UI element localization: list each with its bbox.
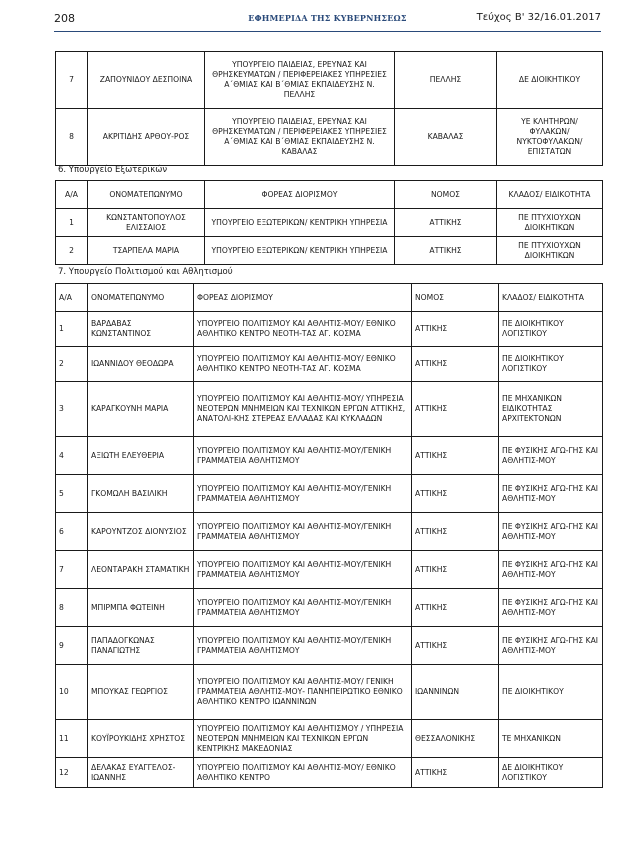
cell-klados: ΠΕ ΜΗΧΑΝΙΚΩΝ ΕΙΔΙΚΟΤΗΤΑΣ ΑΡΧΙΤΕΚΤΟΝΩΝ <box>499 382 603 437</box>
cell-foreas: ΥΠΟΥΡΓΕΙΟ ΠΟΛΙΤΙΣΜΟΥ ΚΑΙ ΑΘΛΗΤΙΣ-ΜΟΥ/ΓΕΝΙΚΗ ΓΡΑΜΜΑΤΕΙΑ ΑΘΛΗΤΙΣΜΟΥ <box>194 437 412 475</box>
column-header: ΦΟΡΕΑΣ ΔΙΟΡΙΣΜΟΥ <box>205 181 395 209</box>
table-header-row <box>56 284 603 312</box>
page-number: 208 <box>54 12 75 25</box>
cell-aa: 11 <box>56 720 88 758</box>
cell-klados: ΠΕ ΔΙΟΙΚΗΤΙΚΟΥ ΛΟΓΙΣΤΙΚΟΥ <box>499 347 603 382</box>
column-header: Α/Α <box>56 181 88 209</box>
cell-name: ΒΑΡΔΑΒΑΣ ΚΩΝΣΤΑΝΤΙΝΟΣ <box>88 312 194 347</box>
table-row <box>56 475 603 513</box>
column-header: ΚΛΑΔΟΣ/ ΕΙΔΙΚΟΤΗΤΑ <box>497 181 603 209</box>
table-section6 <box>55 180 603 265</box>
cell-nomos: ΑΤΤΙΚΗΣ <box>412 382 499 437</box>
cell-aa: 8 <box>56 109 88 166</box>
cell-foreas: ΥΠΟΥΡΓΕΙΟ ΠΑΙΔΕΙΑΣ, ΕΡΕΥΝΑΣ ΚΑΙ ΘΡΗΣΚΕΥΜΑΤΩΝ / ΠΕΡΙΦΕΡΕΙΑΚΕΣ ΥΠΗΡΕΣΙΕΣ Α΄ΘΜΙΑΣ ΚΑΙ Β΄ΘΜΙΑΣ ΕΚΠΑΙΔΕΥΣΗΣ Ν. ΚΑΒΑΛΑΣ <box>205 109 395 166</box>
cell-name: ΤΣΑΡΠΕΛΑ ΜΑΡΙΑ <box>88 237 205 265</box>
table-row <box>56 382 603 437</box>
column-header: ΚΛΑΔΟΣ/ ΕΙΔΙΚΟΤΗΤΑ <box>499 284 603 312</box>
cell-foreas: ΥΠΟΥΡΓΕΙΟ ΠΟΛΙΤΙΣΜΟΥ ΚΑΙ ΑΘΛΗΤΙΣ-ΜΟΥ/ ΕΘΝΙΚΟ ΑΘΛΗΤΙΚΟ ΚΕΝΤΡΟ ΝΕΟΤΗ-ΤΑΣ ΑΓ. ΚΟΣΜΑ <box>194 347 412 382</box>
table-section7 <box>55 283 603 788</box>
cell-nomos: ΑΤΤΙΚΗΣ <box>412 589 499 627</box>
cell-foreas: ΥΠΟΥΡΓΕΙΟ ΠΟΛΙΤΙΣΜΟΥ ΚΑΙ ΑΘΛΗΤΙΣ-ΜΟΥ/ΓΕΝΙΚΗ ΓΡΑΜΜΑΤΕΙΑ ΑΘΛΗΤΙΣΜΟΥ <box>194 551 412 589</box>
cell-nomos: ΑΤΤΙΚΗΣ <box>412 347 499 382</box>
cell-aa: 7 <box>56 52 88 109</box>
cell-aa: 4 <box>56 437 88 475</box>
cell-nomos: ΑΤΤΙΚΗΣ <box>412 312 499 347</box>
cell-foreas: ΥΠΟΥΡΓΕΙΟ ΕΞΩΤΕΡΙΚΩΝ/ ΚΕΝΤΡΙΚΗ ΥΠΗΡΕΣΙΑ <box>205 237 395 265</box>
issue-info: Τεύχος Β' 32/16.01.2017 <box>476 12 601 23</box>
cell-nomos: ΑΤΤΙΚΗΣ <box>412 513 499 551</box>
page-header <box>54 9 601 32</box>
cell-klados: ΠΕ ΦΥΣΙΚΗΣ ΑΓΩ-ΓΗΣ ΚΑΙ ΑΘΛΗΤΙΣ-ΜΟΥ <box>499 475 603 513</box>
table-row <box>56 758 603 788</box>
table-row <box>56 437 603 475</box>
cell-name: ΚΟΥΪΡΟΥΚΙΔΗΣ ΧΡΗΣΤΟΣ <box>88 720 194 758</box>
cell-klados: ΠΕ ΠΤΥΧΙΟΥΧΩΝ ΔΙΟΙΚΗΤΙΚΩΝ <box>497 209 603 237</box>
cell-aa: 9 <box>56 627 88 665</box>
cell-foreas: ΥΠΟΥΡΓΕΙΟ ΕΞΩΤΕΡΙΚΩΝ/ ΚΕΝΤΡΙΚΗ ΥΠΗΡΕΣΙΑ <box>205 209 395 237</box>
cell-foreas: ΥΠΟΥΡΓΕΙΟ ΠΟΛΙΤΙΣΜΟΥ ΚΑΙ ΑΘΛΗΤΙΣ-ΜΟΥ/ΓΕΝΙΚΗ ΓΡΑΜΜΑΤΕΙΑ ΑΘΛΗΤΙΣΜΟΥ <box>194 475 412 513</box>
section-7-title: 7. Υπουργείο Πολιτισμού και Αθλητισμού <box>58 267 233 277</box>
cell-klados: ΠΕ ΔΙΟΙΚΗΤΙΚΟΥ <box>499 665 603 720</box>
cell-name: ΑΚΡΙΤΙΔΗΣ ΑΡΘΟΥ-ΡΟΣ <box>88 109 205 166</box>
table-header-row <box>56 181 603 209</box>
cell-nomos: ΑΤΤΙΚΗΣ <box>412 437 499 475</box>
cell-nomos: ΘΕΣΣΑΛΟΝΙΚΗΣ <box>412 720 499 758</box>
cell-foreas: ΥΠΟΥΡΓΕΙΟ ΠΟΛΙΤΙΣΜΟΥ ΚΑΙ ΑΘΛΗΤΙΣ-ΜΟΥ/ ΕΘΝΙΚΟ ΑΘΛΗΤΙΚΟ ΚΕΝΤΡΟ ΝΕΟΤΗ-ΤΑΣ ΑΓ. ΚΟΣΜΑ <box>194 312 412 347</box>
cell-nomos: ΑΤΤΙΚΗΣ <box>395 209 497 237</box>
column-header: ΦΟΡΕΑΣ ΔΙΟΡΙΣΜΟΥ <box>194 284 412 312</box>
cell-foreas: ΥΠΟΥΡΓΕΙΟ ΠΟΛΙΤΙΣΜΟΥ ΚΑΙ ΑΘΛΗΤΙΣ-ΜΟΥ/ ΕΘΝΙΚΟ ΑΘΛΗΤΙΚΟ ΚΕΝΤΡΟ <box>194 758 412 788</box>
cell-aa: 2 <box>56 237 88 265</box>
cell-klados: ΔΕ ΔΙΟΙΚΗΤΙΚΟΥ ΛΟΓΙΣΤΙΚΟΥ <box>499 758 603 788</box>
cell-nomos: ΑΤΤΙΚΗΣ <box>412 627 499 665</box>
gazette-title: ΕΦΗΜΕΡΙΔΑ ΤΗΣ ΚΥΒΕΡΝΗΣΕΩΣ <box>248 13 407 23</box>
cell-nomos: ΑΤΤΙΚΗΣ <box>412 475 499 513</box>
column-header: ΝΟΜΟΣ <box>395 181 497 209</box>
cell-aa: 3 <box>56 382 88 437</box>
cell-name: ΚΑΡΟΥΝΤΖΟΣ ΔΙΟΝΥΣΙΟΣ <box>88 513 194 551</box>
cell-name: ΜΠΟΥΚΑΣ ΓΕΩΡΓΙΟΣ <box>88 665 194 720</box>
column-header: ΟΝΟΜΑΤΕΠΩΝΥΜΟ <box>88 284 194 312</box>
cell-name: ΠΑΠΑΔΟΓΚΩΝΑΣ ΠΑΝΑΓΙΩΤΗΣ <box>88 627 194 665</box>
cell-foreas: ΥΠΟΥΡΓΕΙΟ ΠΟΛΙΤΙΣΜΟΥ ΚΑΙ ΑΘΛΗΤΙΣ-ΜΟΥ/ΓΕΝΙΚΗ ΓΡΑΜΜΑΤΕΙΑ ΑΘΛΗΤΙΣΜΟΥ <box>194 589 412 627</box>
cell-klados: ΠΕ ΠΤΥΧΙΟΥΧΩΝ ΔΙΟΙΚΗΤΙΚΩΝ <box>497 237 603 265</box>
cell-name: ΓΚΟΜΩΛΗ ΒΑΣΙΛΙΚΗ <box>88 475 194 513</box>
cell-aa: 7 <box>56 551 88 589</box>
cell-foreas: ΥΠΟΥΡΓΕΙΟ ΠΑΙΔΕΙΑΣ, ΕΡΕΥΝΑΣ ΚΑΙ ΘΡΗΣΚΕΥΜΑΤΩΝ / ΠΕΡΙΦΕΡΕΙΑΚΕΣ ΥΠΗΡΕΣΙΕΣ Α΄ΘΜΙΑΣ ΚΑΙ Β΄ΘΜΙΑΣ ΕΚΠΑΙΔΕΥΣΗΣ Ν. ΠΕΛΛΗΣ <box>205 52 395 109</box>
table-row <box>56 589 603 627</box>
cell-klados: ΠΕ ΦΥΣΙΚΗΣ ΑΓΩ-ΓΗΣ ΚΑΙ ΑΘΛΗΤΙΣ-ΜΟΥ <box>499 627 603 665</box>
cell-nomos: ΑΤΤΙΚΗΣ <box>395 237 497 265</box>
cell-klados: ΠΕ ΦΥΣΙΚΗΣ ΑΓΩ-ΓΗΣ ΚΑΙ ΑΘΛΗΤΙΣ-ΜΟΥ <box>499 551 603 589</box>
cell-aa: 10 <box>56 665 88 720</box>
table-section5-continued <box>55 51 603 166</box>
cell-aa: 5 <box>56 475 88 513</box>
cell-klados: ΠΕ ΔΙΟΙΚΗΤΙΚΟΥ ΛΟΓΙΣΤΙΚΟΥ <box>499 312 603 347</box>
cell-aa: 6 <box>56 513 88 551</box>
cell-aa: 12 <box>56 758 88 788</box>
table-row <box>56 513 603 551</box>
cell-aa: 2 <box>56 347 88 382</box>
cell-name: ΛΕΟΝΤΑΡΑΚΗ ΣΤΑΜΑΤΙΚΗ <box>88 551 194 589</box>
cell-klados: ΔΕ ΔΙΟΙΚΗΤΙΚΟΥ <box>497 52 603 109</box>
cell-nomos: ΚΑΒΑΛΑΣ <box>395 109 497 166</box>
cell-aa: 1 <box>56 209 88 237</box>
cell-name: ΑΞΙΩΤΗ ΕΛΕΥΘΕΡΙΑ <box>88 437 194 475</box>
table-row <box>56 347 603 382</box>
table-row <box>56 209 603 237</box>
table-row <box>56 52 603 109</box>
cell-name: ΚΑΡΑΓΚΟΥΝΗ ΜΑΡΙΑ <box>88 382 194 437</box>
table-row <box>56 312 603 347</box>
cell-nomos: ΑΤΤΙΚΗΣ <box>412 551 499 589</box>
section-6-title: 6. Υπουργείο Εξωτερικών <box>58 165 168 175</box>
table-row <box>56 551 603 589</box>
column-header: Α/Α <box>56 284 88 312</box>
cell-name: ΔΕΛΑΚΑΣ ΕΥΑΓΓΕΛΟΣ-ΙΩΑΝΝΗΣ <box>88 758 194 788</box>
cell-nomos: ΠΕΛΛΗΣ <box>395 52 497 109</box>
cell-name: ΚΩΝΣΤΑΝΤΟΠΟΥΛΟΣ ΕΛΙΣΣΑΙΟΣ <box>88 209 205 237</box>
cell-foreas: ΥΠΟΥΡΓΕΙΟ ΠΟΛΙΤΙΣΜΟΥ ΚΑΙ ΑΘΛΗΤΙΣ-ΜΟΥ/ΓΕΝΙΚΗ ΓΡΑΜΜΑΤΕΙΑ ΑΘΛΗΤΙΣΜΟΥ <box>194 627 412 665</box>
table-row <box>56 720 603 758</box>
cell-klados: ΠΕ ΦΥΣΙΚΗΣ ΑΓΩ-ΓΗΣ ΚΑΙ ΑΘΛΗΤΙΣ-ΜΟΥ <box>499 437 603 475</box>
cell-aa: 8 <box>56 589 88 627</box>
cell-foreas: ΥΠΟΥΡΓΕΙΟ ΠΟΛΙΤΙΣΜΟΥ ΚΑΙ ΑΘΛΗΤΙΣ-ΜΟΥ/ΓΕΝΙΚΗ ΓΡΑΜΜΑΤΕΙΑ ΑΘΛΗΤΙΣΜΟΥ <box>194 513 412 551</box>
cell-klados: ΠΕ ΦΥΣΙΚΗΣ ΑΓΩ-ΓΗΣ ΚΑΙ ΑΘΛΗΤΙΣ-ΜΟΥ <box>499 589 603 627</box>
cell-aa: 1 <box>56 312 88 347</box>
cell-foreas: ΥΠΟΥΡΓΕΙΟ ΠΟΛΙΤΙΣΜΟΥ ΚΑΙ ΑΘΛΗΤΙΣ-ΜΟΥ/ ΓΕΝΙΚΗ ΓΡΑΜΜΑΤΕΙΑ ΑΘΛΗΤΙΣ-ΜΟΥ- ΠΑΝΗΠΕΙΡΩΤΙΚΟ ΕΘΝΙΚΟ ΑΘΛΗΤΙΚΟ ΚΕΝΤΡΟ ΙΩΑΝΝΙΝΩΝ <box>194 665 412 720</box>
cell-name: ΖΑΠΟΥΝΙΔΟΥ ΔΕΣΠΟΙΝΑ <box>88 52 205 109</box>
table-row <box>56 109 603 166</box>
cell-nomos: ΙΩΑΝΝΙΝΩΝ <box>412 665 499 720</box>
cell-klados: ΥΕ ΚΛΗΤΗΡΩΝ/ ΦΥΛΑΚΩΝ/ ΝΥΚΤΟΦΥΛΑΚΩΝ/ ΕΠΙΣΤΑΤΩΝ <box>497 109 603 166</box>
cell-nomos: ΑΤΤΙΚΗΣ <box>412 758 499 788</box>
cell-foreas: ΥΠΟΥΡΓΕΙΟ ΠΟΛΙΤΙΣΜΟΥ ΚΑΙ ΑΘΛΗΤΙΣ-ΜΟΥ/ ΥΠΗΡΕΣΙΑ ΝΕΟΤΕΡΩΝ ΜΝΗΜΕΙΩΝ ΚΑΙ ΤΕΧΝΙΚΩΝ ΕΡΓΩΝ ΑΤΤΙΚΗΣ, ΑΝΑΤΟΛΙ-ΚΗΣ ΣΤΕΡΕΑΣ ΕΛΛΑΔΑΣ ΚΑΙ ΚΥΚΛΑΔΩΝ <box>194 382 412 437</box>
table-row <box>56 665 603 720</box>
cell-klados: ΠΕ ΦΥΣΙΚΗΣ ΑΓΩ-ΓΗΣ ΚΑΙ ΑΘΛΗΤΙΣ-ΜΟΥ <box>499 513 603 551</box>
cell-name: ΜΠΙΡΜΠΑ ΦΩΤΕΙΝΗ <box>88 589 194 627</box>
cell-foreas: ΥΠΟΥΡΓΕΙΟ ΠΟΛΙΤΙΣΜΟΥ ΚΑΙ ΑΘΛΗΤΙΣΜΟΥ / ΥΠΗΡΕΣΙΑ ΝΕΟΤΕΡΩΝ ΜΝΗΜΕΙΩΝ ΚΑΙ ΤΕΧΝΙΚΩΝ ΕΡΓΩΝ ΚΕΝΤΡΙΚΗΣ ΜΑΚΕΔΟΝΙΑΣ <box>194 720 412 758</box>
table-row <box>56 627 603 665</box>
cell-klados: ΤΕ ΜΗΧΑΝΙΚΩΝ <box>499 720 603 758</box>
column-header: ΟΝΟΜΑΤΕΠΩΝΥΜΟ <box>88 181 205 209</box>
column-header: ΝΟΜΟΣ <box>412 284 499 312</box>
table-row <box>56 237 603 265</box>
cell-name: ΙΩΑΝΝΙΔΟΥ ΘΕΟΔΩΡΑ <box>88 347 194 382</box>
